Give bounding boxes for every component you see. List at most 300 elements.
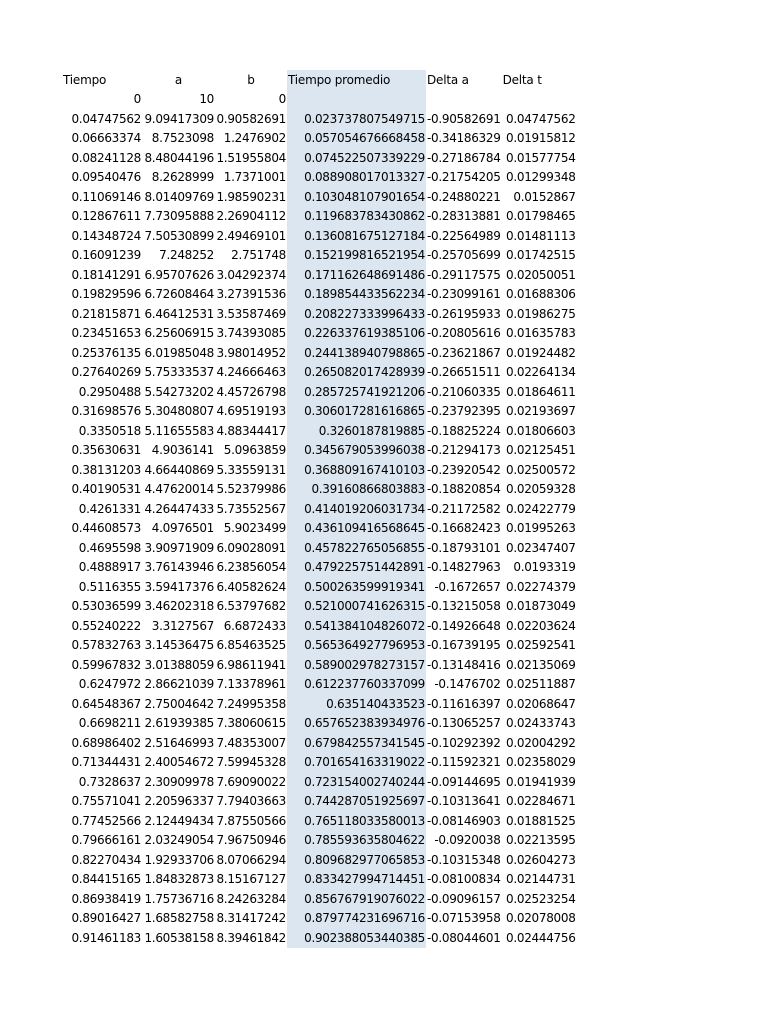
- cell-tiempo-promedio[interactable]: 0.023737807549715: [287, 109, 426, 129]
- cell-delta-t[interactable]: 0.02078008: [506, 911, 576, 926]
- cell-delta-t[interactable]: 0.02347407: [506, 540, 576, 555]
- cell-tiempo-promedio[interactable]: 0.208227333996433: [287, 304, 426, 324]
- cell-delta-a[interactable]: -0.10313641: [427, 794, 501, 809]
- cell-a[interactable]: 6.72608464: [144, 287, 214, 302]
- cell-a[interactable]: 4.9036141: [151, 443, 214, 458]
- cell-tiempo[interactable]: 0.21815871: [71, 306, 141, 321]
- cell-delta-t[interactable]: 0.01299348: [506, 170, 576, 185]
- cell-tiempo[interactable]: 0.11069146: [71, 189, 141, 204]
- cell-a[interactable]: 1.68582758: [144, 911, 214, 926]
- cell-delta-a[interactable]: -0.13065257: [427, 716, 501, 731]
- cell-delta-t[interactable]: 0.01864611: [506, 384, 576, 399]
- cell-tiempo[interactable]: 0.44608573: [71, 521, 141, 536]
- cell-b[interactable]: 6.40582624: [216, 579, 286, 594]
- cell-b[interactable]: 1.51955804: [216, 150, 286, 165]
- cell-a[interactable]: 2.03249054: [144, 833, 214, 848]
- cell-a[interactable]: 3.59417376: [144, 579, 214, 594]
- cell-tiempo-promedio[interactable]: 0.635140433523: [287, 694, 426, 714]
- cell-delta-t[interactable]: 0.01481113: [506, 228, 576, 243]
- cell-delta-t[interactable]: 0.01924482: [506, 345, 576, 360]
- cell-b[interactable]: 5.0963859: [223, 443, 286, 458]
- cell-a[interactable]: 2.30909978: [144, 774, 214, 789]
- cell-tiempo-promedio[interactable]: 0.612237760337099: [287, 675, 426, 695]
- cell-b[interactable]: 0.90582691: [216, 111, 286, 126]
- cell-tiempo-promedio[interactable]: [287, 90, 426, 110]
- cell-delta-a[interactable]: -0.26195933: [427, 306, 501, 321]
- cell-delta-t[interactable]: 0.04747562: [506, 111, 576, 126]
- cell-a[interactable]: 8.01409769: [144, 189, 214, 204]
- table-row: [62, 402, 577, 422]
- cell-tiempo[interactable]: 0.18141291: [71, 267, 141, 282]
- cell-a[interactable]: 5.30480807: [144, 404, 214, 419]
- cell-delta-t[interactable]: 0.01806603: [506, 423, 576, 438]
- cell-delta-t[interactable]: 0.02592541: [506, 638, 576, 653]
- table-row: [62, 499, 577, 519]
- cell-delta-a[interactable]: -0.21060335: [427, 384, 501, 399]
- cell-delta-a[interactable]: -0.90582691: [427, 111, 501, 126]
- cell-delta-a[interactable]: -0.21754205: [427, 170, 501, 185]
- cell-delta-a[interactable]: -0.24880221: [427, 189, 501, 204]
- cell-delta-a[interactable]: -0.08100834: [427, 872, 501, 887]
- table-row: [62, 90, 577, 110]
- cell-b[interactable]: 3.74393085: [216, 326, 286, 341]
- cell-delta-t[interactable]: [502, 90, 577, 110]
- cell-tiempo[interactable]: 0.04747562: [71, 111, 141, 126]
- table-row: [62, 129, 577, 149]
- table-row: [62, 187, 577, 207]
- cell-b[interactable]: 6.98611941: [216, 657, 286, 672]
- cell-delta-a[interactable]: -0.13215058: [427, 599, 501, 614]
- cell-delta-t[interactable]: 0.02144731: [506, 872, 576, 887]
- cell-tiempo-promedio[interactable]: 0.833427994714451: [287, 870, 426, 890]
- cell-b[interactable]: 5.9023499: [223, 521, 286, 536]
- table-row: [62, 909, 577, 929]
- cell-delta-t[interactable]: 0.01881525: [506, 813, 576, 828]
- cell-tiempo[interactable]: 0.91461183: [71, 930, 141, 945]
- cell-delta-a[interactable]: -0.08044601: [427, 930, 501, 945]
- cell-a[interactable]: 2.20596337: [144, 794, 214, 809]
- cell-tiempo[interactable]: 0.08241128: [71, 150, 141, 165]
- cell-b[interactable]: 7.79403663: [216, 794, 286, 809]
- cell-b[interactable]: 5.73552567: [216, 501, 286, 516]
- cell-delta-t[interactable]: 0.01798465: [506, 209, 576, 224]
- cell-delta-a[interactable]: -0.23621867: [427, 345, 501, 360]
- cell-tiempo[interactable]: 0.79666161: [71, 833, 141, 848]
- table-row: [62, 792, 577, 812]
- cell-tiempo-promedio[interactable]: 0.521000741626315: [287, 597, 426, 617]
- cell-tiempo[interactable]: 0.4261331: [78, 501, 141, 516]
- cell-delta-a[interactable]: -0.11616397: [427, 696, 501, 711]
- cell-a[interactable]: 3.14536475: [144, 638, 214, 653]
- cell-tiempo-promedio[interactable]: 0.171162648691486: [287, 265, 426, 285]
- cell-delta-a[interactable]: -0.29117575: [427, 267, 501, 282]
- cell-a[interactable]: 3.46202318: [144, 599, 214, 614]
- cell-delta-t[interactable]: 0.01986275: [506, 306, 576, 321]
- cell-tiempo-promedio[interactable]: 0.265082017428939: [287, 363, 426, 383]
- cell-delta-t[interactable]: 0.02444756: [506, 930, 576, 945]
- cell-b[interactable]: 4.69519193: [216, 404, 286, 419]
- cell-a[interactable]: 2.12449434: [144, 813, 214, 828]
- cell-delta-a[interactable]: -0.10315348: [427, 852, 501, 867]
- cell-delta-t[interactable]: 0.02050051: [506, 267, 576, 282]
- cell-a[interactable]: 6.01985048: [144, 345, 214, 360]
- cell-b[interactable]: 4.24666463: [216, 365, 286, 380]
- cell-tiempo-promedio[interactable]: 0.436109416568645: [287, 519, 426, 539]
- cell-delta-a[interactable]: -0.23920542: [427, 462, 501, 477]
- table-row: [62, 519, 577, 539]
- cell-delta-t[interactable]: 0.02213595: [506, 833, 576, 848]
- cell-b[interactable]: 1.98590231: [216, 189, 286, 204]
- cell-tiempo-promedio[interactable]: 0.088908017013327: [287, 168, 426, 188]
- cell-a[interactable]: 6.46412531: [144, 306, 214, 321]
- table-row: [62, 460, 577, 480]
- cell-delta-t[interactable]: 0.02203624: [506, 618, 576, 633]
- cell-delta-a[interactable]: -0.08146903: [427, 813, 501, 828]
- cell-a[interactable]: 8.2628999: [151, 170, 214, 185]
- cell-b[interactable]: 2.751748: [231, 248, 286, 263]
- cell-tiempo-promedio[interactable]: 0.723154002740244: [287, 772, 426, 792]
- cell-tiempo[interactable]: 0.64548367: [71, 696, 141, 711]
- cell-delta-t[interactable]: 0.02422779: [506, 501, 576, 516]
- cell-tiempo-promedio[interactable]: 0.701654163319022: [287, 753, 426, 773]
- cell-tiempo[interactable]: 0.12867611: [71, 209, 141, 224]
- cell-tiempo-promedio[interactable]: 0.902388053440385: [287, 928, 426, 948]
- cell-tiempo-promedio[interactable]: 0.119683783430862: [287, 207, 426, 227]
- table-row: [62, 168, 577, 188]
- cell-a[interactable]: 3.90971909: [144, 540, 214, 555]
- cell-b[interactable]: 4.45726798: [216, 384, 286, 399]
- cell-b[interactable]: 0: [278, 92, 286, 107]
- cell-b[interactable]: 7.38060615: [216, 716, 286, 731]
- cell-a[interactable]: 1.60538158: [144, 930, 214, 945]
- cell-delta-a[interactable]: -0.18825224: [427, 423, 501, 438]
- cell-tiempo-promedio[interactable]: 0.765118033580013: [287, 811, 426, 831]
- cell-a[interactable]: 4.26447433: [144, 501, 214, 516]
- cell-delta-a[interactable]: -0.27186784: [427, 150, 501, 165]
- cell-a[interactable]: 7.248252: [159, 248, 214, 263]
- cell-delta-t[interactable]: 0.01742515: [506, 248, 576, 263]
- cell-delta-t[interactable]: 0.02193697: [506, 404, 576, 419]
- cell-tiempo-promedio[interactable]: 0.226337619385106: [287, 324, 426, 344]
- cell-a[interactable]: 2.86621039: [144, 677, 214, 692]
- cell-b[interactable]: 7.48353007: [216, 735, 286, 750]
- cell-a[interactable]: 4.66440869: [144, 462, 214, 477]
- cell-b[interactable]: 7.96750946: [216, 833, 286, 848]
- cell-b[interactable]: 8.31417242: [216, 911, 286, 926]
- cell-delta-a[interactable]: -0.14827963: [427, 560, 501, 575]
- cell-tiempo-promedio[interactable]: 0.785593635804622: [287, 831, 426, 851]
- cell-delta-t[interactable]: 0.02264134: [506, 365, 576, 380]
- cell-delta-a[interactable]: -0.14926648: [427, 618, 501, 633]
- cell-tiempo-promedio[interactable]: 0.879774231696716: [287, 909, 426, 929]
- cell-tiempo[interactable]: 0.06663374: [71, 131, 141, 146]
- cell-tiempo-promedio[interactable]: 0.103048107901654: [287, 187, 426, 207]
- cell-delta-t[interactable]: 0.01995263: [506, 521, 576, 536]
- cell-tiempo[interactable]: 0.23451653: [71, 326, 141, 341]
- cell-a[interactable]: 9.09417309: [144, 111, 214, 126]
- cell-a[interactable]: 3.3127567: [151, 618, 214, 633]
- cell-tiempo[interactable]: 0.2950488: [78, 384, 141, 399]
- table-row: [62, 421, 577, 441]
- cell-delta-t[interactable]: 0.01915812: [506, 131, 576, 146]
- cell-delta-t[interactable]: 0.02059328: [506, 482, 576, 497]
- header-tiempo-promedio[interactable]: Tiempo promedio: [287, 70, 426, 90]
- cell-b[interactable]: 2.49469101: [216, 228, 286, 243]
- cell-delta-t[interactable]: 0.02068647: [506, 696, 576, 711]
- table-row: [62, 304, 577, 324]
- cell-b[interactable]: 3.98014952: [216, 345, 286, 360]
- cell-tiempo[interactable]: 0.86938419: [71, 891, 141, 906]
- cell-delta-t[interactable]: 0.01873049: [506, 599, 576, 614]
- table-row: [62, 850, 577, 870]
- cell-delta-t[interactable]: 0.02358029: [506, 755, 576, 770]
- table-row: [62, 480, 577, 500]
- cell-delta-a[interactable]: -0.09144695: [427, 774, 501, 789]
- cell-tiempo[interactable]: 0.25376135: [71, 345, 141, 360]
- cell-tiempo[interactable]: 0.53036599: [71, 599, 141, 614]
- header-delta-t[interactable]: Delta t: [502, 72, 542, 87]
- header-b[interactable]: b: [247, 72, 255, 87]
- cell-tiempo-promedio[interactable]: 0.479225751442891: [287, 558, 426, 578]
- cell-tiempo-promedio[interactable]: 0.744287051925697: [287, 792, 426, 812]
- header-tiempo[interactable]: Tiempo: [63, 72, 107, 87]
- cell-b[interactable]: 7.59945328: [216, 755, 286, 770]
- cell-a[interactable]: 7.73095888: [144, 209, 214, 224]
- cell-delta-a[interactable]: -0.26651511: [427, 365, 501, 380]
- cell-tiempo[interactable]: 0.27640269: [71, 365, 141, 380]
- cell-tiempo[interactable]: 0.6247972: [78, 677, 141, 692]
- cell-delta-t[interactable]: 0.02523254: [506, 891, 576, 906]
- cell-delta-t[interactable]: 0.02604273: [506, 852, 576, 867]
- cell-tiempo-promedio[interactable]: 0.136081675127184: [287, 226, 426, 246]
- cell-b[interactable]: 8.24263284: [216, 891, 286, 906]
- cell-delta-a[interactable]: -0.18820854: [427, 482, 501, 497]
- cell-delta-a[interactable]: -0.21172582: [427, 501, 501, 516]
- cell-tiempo[interactable]: 0.71344431: [71, 755, 141, 770]
- cell-delta-a[interactable]: -0.16739195: [427, 638, 501, 653]
- cell-a[interactable]: 4.47620014: [144, 482, 214, 497]
- cell-delta-t[interactable]: 0.0152867: [513, 189, 576, 204]
- table-row: [62, 148, 577, 168]
- cell-delta-t[interactable]: 0.0193319: [513, 560, 576, 575]
- cell-tiempo[interactable]: 0: [133, 92, 141, 107]
- cell-a[interactable]: 1.84832873: [144, 872, 214, 887]
- cell-b[interactable]: 6.09028091: [216, 540, 286, 555]
- cell-tiempo[interactable]: 0.77452566: [71, 813, 141, 828]
- cell-b[interactable]: 6.6872433: [223, 618, 286, 633]
- cell-delta-a[interactable]: -0.13148416: [427, 657, 501, 672]
- cell-a[interactable]: 2.61939385: [144, 716, 214, 731]
- cell-delta-a[interactable]: -0.20805616: [427, 326, 501, 341]
- cell-delta-a[interactable]: -0.09096157: [427, 891, 501, 906]
- cell-delta-a[interactable]: -0.22564989: [427, 228, 501, 243]
- cell-tiempo[interactable]: 0.55240222: [71, 618, 141, 633]
- cell-tiempo-promedio[interactable]: 0.306017281616865: [287, 402, 426, 422]
- cell-a[interactable]: 8.7523098: [151, 131, 214, 146]
- table-row: [62, 577, 577, 597]
- cell-tiempo[interactable]: 0.19829596: [71, 287, 141, 302]
- cell-a[interactable]: 6.25606915: [144, 326, 214, 341]
- cell-delta-t[interactable]: 0.02004292: [506, 735, 576, 750]
- cell-tiempo-promedio[interactable]: 0.285725741921206: [287, 382, 426, 402]
- cell-b[interactable]: 1.7371001: [223, 170, 286, 185]
- cell-tiempo[interactable]: 0.57832763: [71, 638, 141, 653]
- cell-tiempo-promedio[interactable]: 0.189854433562234: [287, 285, 426, 305]
- cell-tiempo[interactable]: 0.82270434: [71, 852, 141, 867]
- cell-delta-a[interactable]: [426, 90, 502, 110]
- cell-b[interactable]: 7.87550566: [216, 813, 286, 828]
- header-delta-a[interactable]: Delta a: [427, 72, 469, 87]
- cell-tiempo[interactable]: 0.38131203: [71, 462, 141, 477]
- cell-delta-a[interactable]: -0.16682423: [427, 521, 501, 536]
- cell-tiempo-promedio[interactable]: 0.368809167410103: [287, 460, 426, 480]
- cell-delta-a[interactable]: -0.34186329: [427, 131, 501, 146]
- cell-delta-t[interactable]: 0.01688306: [506, 287, 576, 302]
- cell-tiempo[interactable]: 0.84415165: [71, 872, 141, 887]
- cell-tiempo[interactable]: 0.89016427: [71, 911, 141, 926]
- cell-tiempo-promedio[interactable]: 0.541384104826072: [287, 616, 426, 636]
- cell-a[interactable]: 2.40054672: [144, 755, 214, 770]
- header-a[interactable]: a: [174, 72, 183, 87]
- cell-delta-t[interactable]: 0.02433743: [506, 716, 576, 731]
- table-row: [62, 928, 577, 948]
- cell-a[interactable]: 10: [199, 92, 214, 107]
- cell-delta-t[interactable]: 0.01577754: [506, 150, 576, 165]
- cell-tiempo[interactable]: 0.5116355: [78, 579, 141, 594]
- table-row: [62, 733, 577, 753]
- cell-delta-t[interactable]: 0.02511887: [506, 677, 576, 692]
- cell-delta-t[interactable]: 0.02135069: [506, 657, 576, 672]
- cell-tiempo[interactable]: 0.35630631: [71, 443, 141, 458]
- table-row: [62, 753, 577, 773]
- cell-a[interactable]: 2.51646993: [144, 735, 214, 750]
- cell-a[interactable]: 7.50530899: [144, 228, 214, 243]
- cell-tiempo-promedio[interactable]: 0.809682977065853: [287, 850, 426, 870]
- cell-delta-t[interactable]: 0.02125451: [506, 443, 576, 458]
- cell-tiempo[interactable]: 0.7328637: [78, 774, 141, 789]
- cell-tiempo[interactable]: 0.09540476: [71, 170, 141, 185]
- cell-a[interactable]: 5.11655583: [144, 423, 214, 438]
- cell-a[interactable]: 8.48044196: [144, 150, 214, 165]
- cell-delta-a[interactable]: -0.07153958: [427, 911, 501, 926]
- cell-b[interactable]: 6.23856054: [216, 560, 286, 575]
- cell-delta-a[interactable]: -0.1672657: [434, 579, 501, 594]
- table-row: [62, 109, 577, 129]
- table-row: [62, 597, 577, 617]
- cell-delta-a[interactable]: -0.0920038: [434, 833, 501, 848]
- table-row: [62, 811, 577, 831]
- cell-a[interactable]: 4.0976501: [151, 521, 214, 536]
- cell-b[interactable]: 7.69090022: [216, 774, 286, 789]
- cell-tiempo-promedio[interactable]: 0.3260187819885: [287, 421, 426, 441]
- cell-b[interactable]: 3.53587469: [216, 306, 286, 321]
- cell-tiempo[interactable]: 0.31698576: [71, 404, 141, 419]
- cell-delta-a[interactable]: -0.18793101: [427, 540, 501, 555]
- cell-delta-a[interactable]: -0.23099161: [427, 287, 501, 302]
- table-row: [62, 636, 577, 656]
- cell-delta-t[interactable]: 0.02500572: [506, 462, 576, 477]
- table-row: [62, 538, 577, 558]
- cell-tiempo-promedio[interactable]: 0.057054676668458: [287, 129, 426, 149]
- cell-tiempo[interactable]: 0.68986402: [71, 735, 141, 750]
- cell-b[interactable]: 5.33559131: [216, 462, 286, 477]
- cell-a[interactable]: 1.75736716: [144, 891, 214, 906]
- cell-b[interactable]: 5.52379986: [216, 482, 286, 497]
- table-row: [62, 285, 577, 305]
- cell-b[interactable]: 3.04292374: [216, 267, 286, 282]
- cell-delta-t[interactable]: 0.01941939: [506, 774, 576, 789]
- cell-b[interactable]: 6.53797682: [216, 599, 286, 614]
- cell-tiempo-promedio[interactable]: 0.414019206031734: [287, 499, 426, 519]
- cell-tiempo[interactable]: 0.14348724: [71, 228, 141, 243]
- cell-a[interactable]: 1.92933706: [144, 852, 214, 867]
- cell-tiempo[interactable]: 0.4888917: [78, 560, 141, 575]
- cell-delta-a[interactable]: -0.28313881: [427, 209, 501, 224]
- cell-b[interactable]: 7.24995358: [216, 696, 286, 711]
- cell-b[interactable]: 6.85463525: [216, 638, 286, 653]
- cell-a[interactable]: 5.54273202: [144, 384, 214, 399]
- cell-tiempo[interactable]: 0.3350518: [78, 423, 141, 438]
- cell-tiempo-promedio[interactable]: 0.39160866803883: [287, 480, 426, 500]
- cell-tiempo-promedio[interactable]: 0.679842557341545: [287, 733, 426, 753]
- cell-a[interactable]: 3.01388059: [144, 657, 214, 672]
- cell-tiempo[interactable]: 0.59967832: [71, 657, 141, 672]
- table-row: [62, 694, 577, 714]
- cell-delta-a[interactable]: -0.23792395: [427, 404, 501, 419]
- cell-delta-t[interactable]: 0.01635783: [506, 326, 576, 341]
- cell-tiempo[interactable]: 0.6698211: [78, 716, 141, 731]
- cell-tiempo-promedio[interactable]: 0.152199816521954: [287, 246, 426, 266]
- cell-tiempo-promedio[interactable]: 0.345679053996038: [287, 441, 426, 461]
- cell-a[interactable]: 5.75333537: [144, 365, 214, 380]
- cell-b[interactable]: 4.88344417: [216, 423, 286, 438]
- cell-tiempo-promedio[interactable]: 0.565364927796953: [287, 636, 426, 656]
- cell-b[interactable]: 8.15167127: [216, 872, 286, 887]
- cell-tiempo[interactable]: 0.75571041: [71, 794, 141, 809]
- cell-tiempo-promedio[interactable]: 0.657652383934976: [287, 714, 426, 734]
- cell-tiempo-promedio[interactable]: 0.500263599919341: [287, 577, 426, 597]
- cell-tiempo[interactable]: 0.16091239: [71, 248, 141, 263]
- cell-a[interactable]: 6.95707626: [144, 267, 214, 282]
- cell-delta-a[interactable]: -0.1476702: [434, 677, 501, 692]
- table-row: [62, 714, 577, 734]
- cell-b[interactable]: 7.13378961: [216, 677, 286, 692]
- cell-tiempo-promedio[interactable]: 0.589002978273157: [287, 655, 426, 675]
- cell-tiempo-promedio[interactable]: 0.856767919076022: [287, 889, 426, 909]
- cell-tiempo-promedio[interactable]: 0.244138940798865: [287, 343, 426, 363]
- cell-delta-t[interactable]: 0.02284671: [506, 794, 576, 809]
- cell-a[interactable]: 3.76143946: [144, 560, 214, 575]
- cell-tiempo[interactable]: 0.4695598: [78, 540, 141, 555]
- cell-a[interactable]: 2.75004642: [144, 696, 214, 711]
- cell-b[interactable]: 8.39461842: [216, 930, 286, 945]
- cell-b[interactable]: 8.07066294: [216, 852, 286, 867]
- cell-delta-a[interactable]: -0.21294173: [427, 443, 501, 458]
- cell-delta-a[interactable]: -0.11592321: [427, 755, 501, 770]
- cell-b[interactable]: 1.2476902: [223, 131, 286, 146]
- cell-tiempo-promedio[interactable]: 0.457822765056855: [287, 538, 426, 558]
- cell-b[interactable]: 3.27391536: [216, 287, 286, 302]
- cell-delta-t[interactable]: 0.02274379: [506, 579, 576, 594]
- table-row: [62, 207, 577, 227]
- cell-delta-a[interactable]: -0.25705699: [427, 248, 501, 263]
- cell-b[interactable]: 2.26904112: [216, 209, 286, 224]
- table-row: [62, 324, 577, 344]
- cell-tiempo[interactable]: 0.40190531: [71, 482, 141, 497]
- cell-tiempo-promedio[interactable]: 0.074522507339229: [287, 148, 426, 168]
- table-row: [62, 382, 577, 402]
- cell-delta-a[interactable]: -0.10292392: [427, 735, 501, 750]
